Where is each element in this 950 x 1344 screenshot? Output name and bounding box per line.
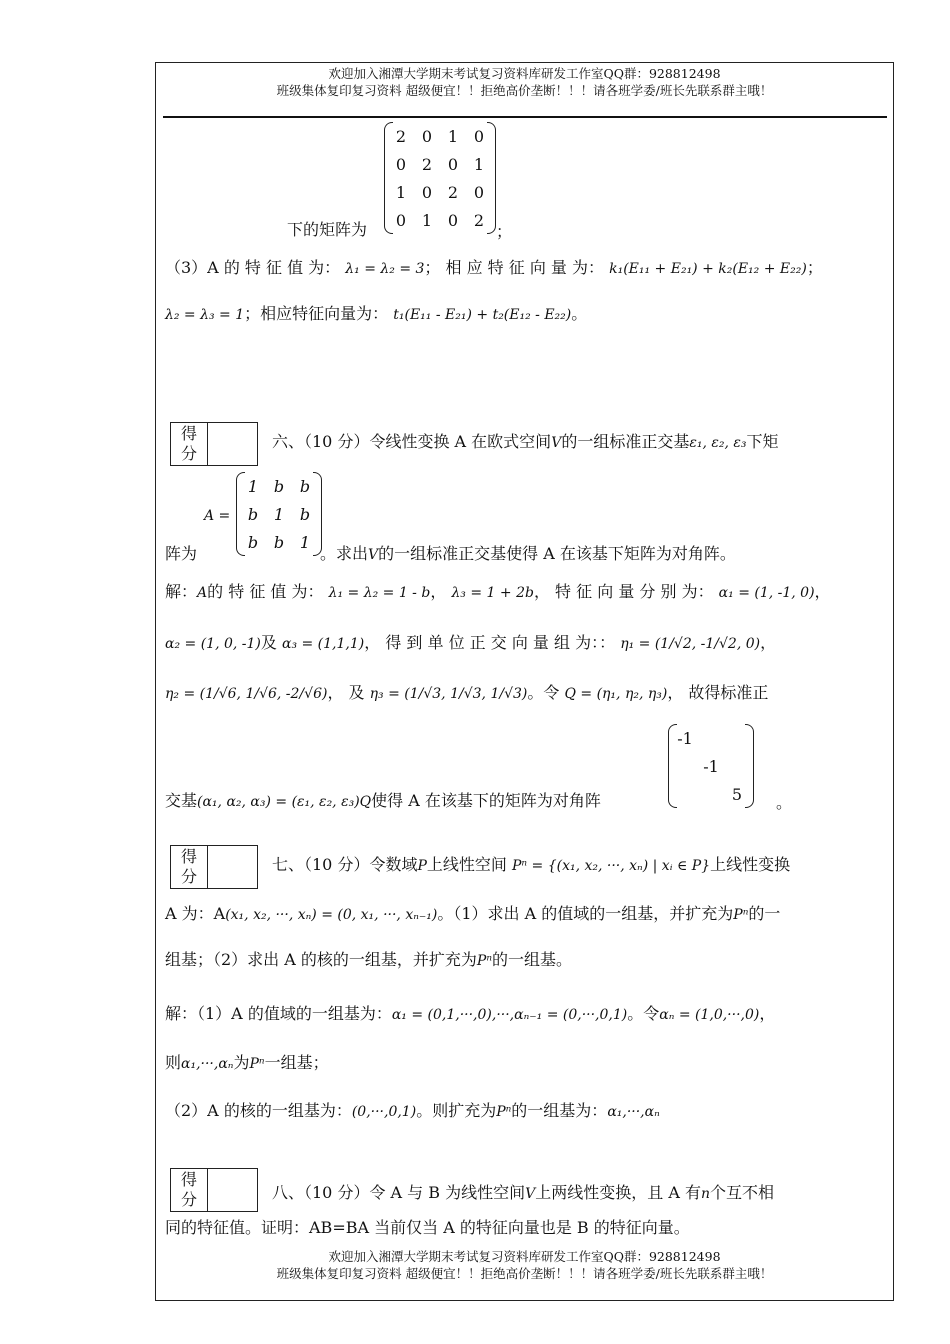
matrix-cell: 1	[421, 210, 433, 230]
vector-expr: α₂ = (1, 0, -1)	[165, 636, 261, 652]
header-line-1: 欢迎加入湘潭大学期末考试复习资料库研发工作室QQ群：928812498	[328, 66, 721, 81]
sol6-line2: α₂ = (1, 0, -1)及 α₃ = (1,1,1)， 得 到 单 位 正 交 向 量 组 为：： η₁ = (1/√2, -1/√2, 0)，	[165, 633, 777, 652]
matrix-cell: 2	[473, 210, 485, 230]
diagonal-matrix	[672, 724, 750, 808]
matrix-cell: 0	[473, 182, 485, 202]
matrix-cell: b	[247, 504, 259, 524]
matrix-cell: 2	[395, 126, 407, 146]
score-box	[170, 1168, 258, 1212]
matrix-cell: 1	[395, 182, 407, 202]
q8-line2: 同的特征值。证明：AB=BA 当前仅当 A 的特征向量也是 B 的特征向量。	[165, 1218, 690, 1237]
eigenvalue-expr: λ₁ = λ₂ = 1 - b	[328, 585, 431, 601]
score-box	[170, 845, 258, 889]
matrix-cell: 1	[273, 504, 285, 524]
matrix-cell: b	[273, 476, 285, 496]
matrix-end: ；	[496, 222, 513, 241]
vector-expr: α₁ = (1, -1, 0)	[718, 585, 815, 601]
basis-matrix	[388, 122, 492, 234]
q7-line3: 组基；（2）求出 A 的核的一组基，并扩充为Pⁿ的一组基。	[165, 950, 573, 969]
matrix-cell: 1	[473, 154, 485, 174]
score-label: 分	[180, 1190, 197, 1209]
matrix-cell: 1	[247, 476, 259, 496]
header-line-2: 班级集体复印复习资料 超级便宜！！拒绝高价垄断！！！请各班学委/班长先联系群主哦！	[276, 83, 773, 98]
matrix-cell: 0	[447, 154, 459, 174]
basis-relation: (α₁, α₂, α₃) = (ε₁, ε₂, ε₃)Q	[197, 794, 372, 810]
basis-expr: ε₁, ε₂, ε₃	[689, 435, 747, 451]
score-label: 得	[180, 1170, 197, 1189]
matrix-cell: 5	[731, 784, 743, 804]
matrix-cell: 0	[395, 154, 407, 174]
sol7-line2: 则α₁,···,αₙ为Pⁿ一组基；	[165, 1053, 329, 1072]
matrix-cell: 1	[447, 126, 459, 146]
q7-line1: 七、（10 分）令数域P上线性空间 Pⁿ = {(x₁, x₂, ···, xₙ) | xᵢ ∈ P}上线性变换	[272, 855, 791, 874]
score-box	[170, 422, 258, 466]
p5-line4: λ₂ = λ₃ = 1；相应特征向量为： t₁(E₁₁ - E₂₁) + t₂(E₁₂ - E₂₂)。	[165, 304, 588, 323]
matrix-cell: -1	[677, 728, 693, 748]
sol7-line3: （2）A 的核的一组基为：(0,···,0,1)。则扩充为Pⁿ的一组基为：α₁,···,αₙ	[165, 1101, 660, 1120]
q6-line1: 六、（10 分）令线性变换 A 在欧式空间V的一组标准正交基ε₁, ε₂, ε₃下矩	[272, 432, 779, 451]
vector-expr: (0,···,0,1)	[351, 1104, 417, 1120]
footer-line-2: 班级集体复印复习资料 超级便宜！！拒绝高价垄断！！！请各班学委/班长先联系群主哦！	[276, 1266, 773, 1281]
space-expr: Pⁿ = {(x₁, x₂, ···, xₙ) | xᵢ ∈ P}	[511, 858, 711, 874]
vector-expr: α₃ = (1,1,1)	[281, 636, 365, 652]
q8-line1: 八、（10 分）令 A 与 B 为线性空间V上两线性变换，且 A 有n个互不相	[272, 1183, 775, 1202]
score-label: 得	[180, 424, 197, 443]
matrix-lhs: A =	[204, 508, 231, 524]
score-label: 分	[180, 867, 197, 886]
eigenvalue-expr: λ₁ = λ₂ = 3	[345, 261, 425, 277]
basis-expr: α₁ = (0,1,···,0),···,αₙ₋₁ = (0,···,0,1)	[391, 1007, 628, 1023]
vector-expr: η₂ = (1/√6, 1/√6, -2/√6)	[165, 686, 328, 702]
matrix-cell: b	[247, 532, 259, 552]
map-expr: (x₁, x₂, ···, xₙ) = (0, x₁, ···, xₙ₋₁)	[225, 907, 438, 923]
matrix-cell: 1	[299, 532, 311, 552]
matrix-cell: b	[299, 476, 311, 496]
eigenvector-expr: t₁(E₁₁ - E₂₁) + t₂(E₁₂ - E₂₂)	[393, 307, 572, 323]
matrix-cell: 0	[421, 182, 433, 202]
eigenvalue-expr: λ₃ = 1 + 2b	[451, 585, 534, 601]
operator-matrix	[240, 472, 318, 556]
matrix-cell: 2	[447, 182, 459, 202]
matrix-cell: -1	[703, 756, 719, 776]
matrix-cell: b	[299, 504, 311, 524]
matrix-cell: b	[273, 532, 285, 552]
q6-line2a: 阵为	[165, 544, 198, 563]
sol6-line1: 解：A的 特 征 值 为： λ₁ = λ₂ = 1 - b， λ₃ = 1 + 2b， 特 征 向 量 分 别 为： α₁ = (1, -1, 0)，	[165, 582, 831, 601]
footer-line-1: 欢迎加入湘潭大学期末考试复习资料库研发工作室QQ群：928812498	[328, 1249, 721, 1264]
matrix-cell: 2	[421, 154, 433, 174]
sol6-line3: η₂ = (1/√6, 1/√6, -2/√6)， 及 η₃ = (1/√3, 1/√3, 1/√3)。令 Q = (η₁, η₂, η₃)， 故得标准正	[165, 683, 769, 702]
matrix-expr: Q = (η₁, η₂, η₃)	[564, 686, 668, 702]
sol7-line1: 解：（1）A 的值域的一组基为：α₁ = (0,1,···,0),···,αₙ₋₁ = (0,···,0,1)。令αₙ = (1,0,···,0)，	[165, 1004, 776, 1023]
p5-line3: （3）A 的 特 征 值 为： λ₁ = λ₂ = 3； 相 应 特 征 向 量 为： k₁(E₁₁ + E₂₁) + k₂(E₁₂ + E₂₂)；	[165, 258, 823, 277]
sol6-line4: 交基(α₁, α₂, α₃) = (ε₁, ε₂, ε₃)Q使得 A 在该基下的矩阵为对角阵	[165, 791, 601, 810]
matrix-intro: 下的矩阵为	[287, 220, 368, 239]
matrix-cell: 0	[473, 126, 485, 146]
score-label: 得	[180, 847, 197, 866]
matrix-cell: 0	[421, 126, 433, 146]
vector-expr: αₙ = (1,0,···,0)	[659, 1007, 760, 1023]
q6-line2b: 。求出V的一组标准正交基使得 A 在该基下矩阵为对角阵。	[320, 544, 736, 563]
score-label: 分	[180, 444, 197, 463]
matrix-cell: 0	[447, 210, 459, 230]
q7-line2: A 为：A(x₁, x₂, ···, xₙ) = (0, x₁, ···, xₙ₋₁)。（1）求出 A 的值域的一组基，并扩充为Pⁿ的一	[165, 904, 781, 923]
matrix-cell: 0	[395, 210, 407, 230]
header-rule	[163, 116, 887, 118]
eigenvalue-expr: λ₂ = λ₃ = 1	[165, 307, 245, 323]
sol6-end: 。	[776, 793, 793, 812]
vector-expr: η₃ = (1/√3, 1/√3, 1/√3)	[369, 686, 528, 702]
eigenvector-expr: k₁(E₁₁ + E₂₁) + k₂(E₁₂ + E₂₂)	[609, 261, 807, 277]
vector-expr: η₁ = (1/√2, -1/√2, 0)	[620, 636, 761, 652]
